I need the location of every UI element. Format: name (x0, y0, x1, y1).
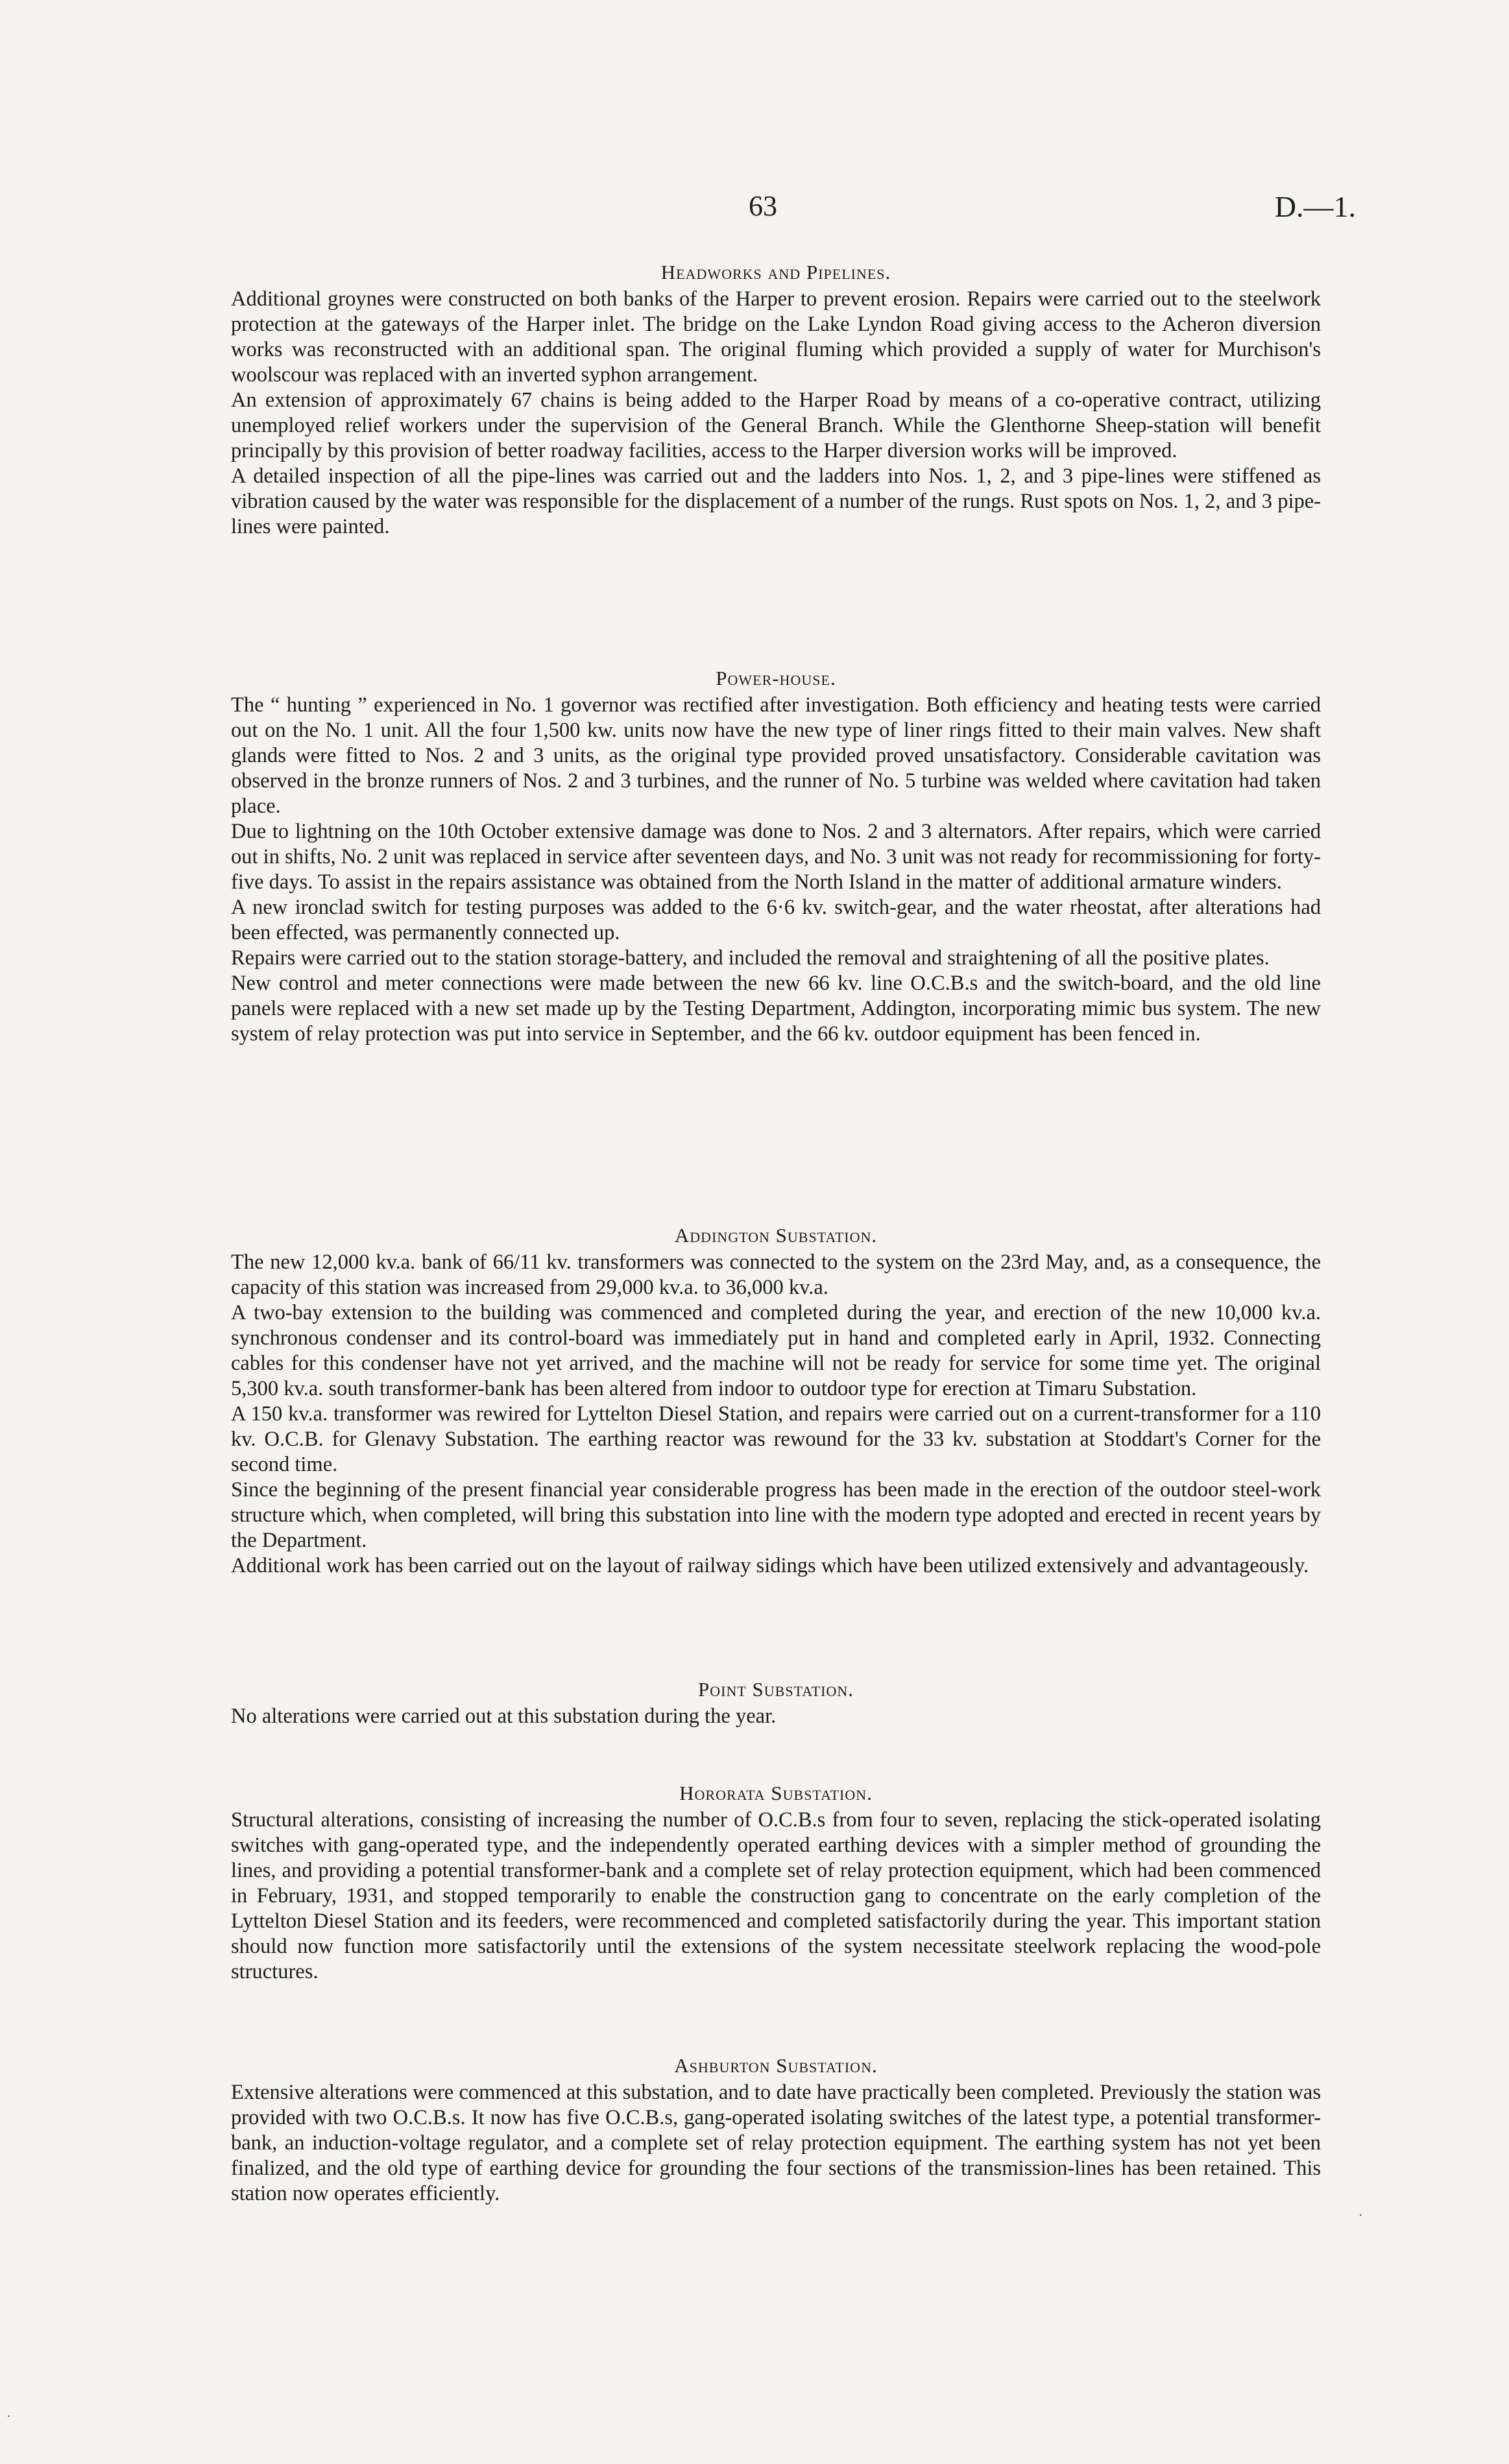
section-heading: Ashburton Substation. (674, 2054, 878, 2077)
paragraph: New control and meter connections were made between the new 66 kv. line O.C.B.s and the switch-board, and the old line panels were replaced with a new set made up by the Testing Department, Addington, incorporating mimic bus system. The new system of relay protection was put into service in September, and the 66 kv. outdoor equipment has been fenced in. (231, 972, 1321, 1046)
paragraph: Additional groynes were constructed on both banks of the Harper to prevent erosion. Repairs were carried out to the steelwork protection at the gateways of the Harper inlet. The bridge on the Lake Lyndon Road giving access to the Acheron diversion works was reconstructed with an additional span. The original fluming which provided a supply of water for Murchison's woolscour was replaced with an inverted syphon arrangement. (231, 287, 1321, 387)
paragraph: Additional work has been carried out on the layout of railway sidings which have been utilized extensively and advantageously. (231, 1554, 1309, 1577)
section-headworks (231, 258, 1321, 540)
section-heading: Headworks and Pipelines. (660, 261, 891, 283)
paragraph: A new ironclad switch for testing purposes was added to the 6·6 kv. switch-gear, and the water rheostat, after alterations had been effected, was permanently connected up. (231, 896, 1321, 944)
section-heading: Point Substation. (698, 1678, 854, 1701)
margin-mark: · (1358, 2208, 1363, 2223)
paragraph: Due to lightning on the 10th October extensive damage was done to Nos. 2 and 3 alternators. After repairs, which were carried out in shifts, No. 2 unit was replaced in service after seventeen days, and No. 3 unit was not ready for recommissioning for forty-five days. To assist in the repairs assistance was obtained from the North Island in the matter of additional armature winders. (231, 820, 1321, 894)
page-number: 63 (749, 190, 777, 222)
section-heading: Hororata Substation. (679, 1782, 873, 1804)
section-heading: Power-house. (716, 667, 836, 689)
margin-mark: · (6, 2410, 11, 2424)
section-hororata (231, 1779, 1321, 1985)
paragraph: Since the beginning of the present financial year considerable progress has been made in the erection of the outdoor steel-work structure which, when completed, will bring this substation into line with the modern type adopted and erected in recent years by the Department. (231, 1478, 1321, 1552)
paragraph: The “ hunting ” experienced in No. 1 governor was rectified after investigation. Both efficiency and heating tests were carried out on the No. 1 unit. All the four 1,500 kw. units now have the new type of liner rings fitted to their main valves. New shaft glands were fitted to Nos. 2 and 3 units, as the original type provided proved unsatisfactory. Considerable cavitation was observed in the bronze runners of Nos. 2 and 3 turbines, and the runner of No. 5 turbine was welded where cavitation had taken place. (231, 693, 1321, 818)
paragraph: A 150 kv.a. transformer was rewired for Lyttelton Diesel Station, and repairs were carried out on a current-transformer for a 110 kv. O.C.B. for Glenavy Substation. The earthing reactor was rewound for the 33 kv. substation at Stoddart's Corner for the second time. (231, 1402, 1321, 1476)
section-ashburton (231, 2051, 1321, 2207)
section-addington (231, 1221, 1321, 1579)
paragraph: A two-bay extension to the building was commenced and completed during the year, and erection of the new 10,000 kv.a. synchronous condenser and its control-board was immediately put in hand and completed early in April, 1932. Connecting cables for this condenser have not yet arrived, and the machine will not be ready for service for some time yet. The original 5,300 kv.a. south transformer-bank has been altered from indoor to outdoor type for erection at Timaru Substation. (231, 1301, 1321, 1400)
section-powerhouse (231, 664, 1321, 1047)
paragraph: An extension of approximately 67 chains is being added to the Harper Road by means of a co-operative contract, utilizing unemployed relief workers under the supervision of the General Branch. While the Glenthorne Sheep-station will benefit principally by this provision of better roadway facilities, access to the Harper diversion works will be improved. (231, 389, 1321, 462)
section-heading: Addington Substation. (674, 1224, 878, 1247)
document-reference: D.—1. (1274, 190, 1356, 223)
paragraph: The new 12,000 kv.a. bank of 66/11 kv. transformers was connected to the system on the 23rd May, and, as a consequence, the capacity of this station was increased from 29,000 kv.a. to 36,000 kv.a. (231, 1250, 1321, 1299)
paragraph: Repairs were carried out to the station storage-battery, and included the removal and straightening of all the positive plates. (231, 946, 1270, 970)
paragraph: No alterations were carried out at this substation during the year. (231, 1704, 777, 1728)
section-point (231, 1675, 1321, 1729)
paragraph: A detailed inspection of all the pipe-lines was carried out and the ladders into Nos. 1, 2, and 3 pipe-lines were stiffened as vibration caused by the water was responsible for the displacement of a number of the rungs. Rust spots on Nos. 1, 2, and 3 pipe-lines were painted. (231, 464, 1321, 538)
paragraph: Extensive alterations were commenced at this substation, and to date have practically been completed. Previously the station was provided with two O.C.B.s. It now has five O.C.B.s, gang-operated isolating switches of the latest type, a potential transformer-bank, an induction-voltage regulator, and a complete set of relay protection equipment. The earthing system has not yet been finalized, and the old type of earthing device for grounding the four sections of the transmission-lines has been retained. This station now operates efficiently. (231, 2081, 1321, 2205)
paragraph: Structural alterations, consisting of increasing the number of O.C.B.s from four to seven, replacing the stick-operated isolating switches with gang-operated type, and the independently operated earthing devices with a simpler method of grounding the lines, and providing a potential transformer-bank and a complete set of relay protection equipment, which had been commenced in February, 1931, and stopped temporarily to enable the construction gang to concentrate on the early completion of the Lyttelton Diesel Station and its feeders, were recommenced and completed satisfactorily during the year. This important station should now function more satisfactorily until the extensions of the system necessitate steelwork replacing the wood-pole structures. (231, 1808, 1321, 1983)
